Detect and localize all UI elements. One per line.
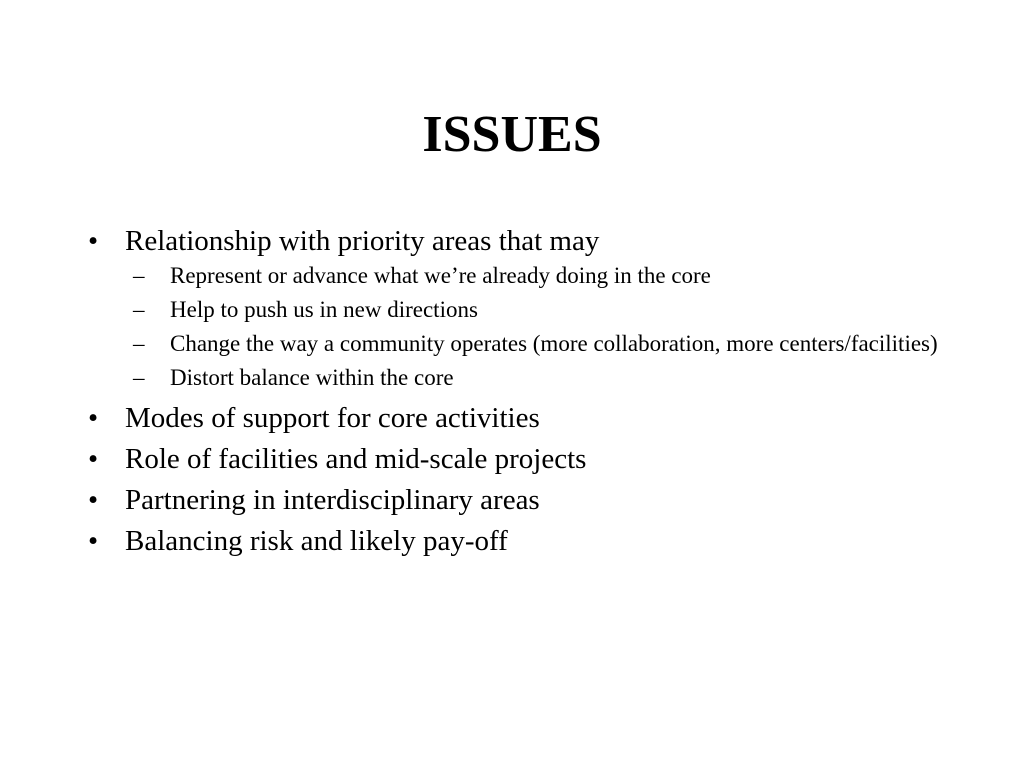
bullet-item [88,398,948,439]
bullet-marker: • [88,525,99,557]
bullet-text: Relationship with priority areas that may [125,225,600,257]
slide-title: ISSUES [422,106,602,163]
sub-bullet-marker: – [133,365,145,390]
sub-bullet-item [125,296,948,323]
sub-bullet-marker: – [133,297,145,322]
sub-bullet-item [125,330,948,357]
bullet-text: Role of facilities and mid-scale projects [125,443,587,475]
sub-bullet-text: Help to push us in new directions [170,297,478,322]
bullet-item [88,439,948,480]
sub-bullet-text: Distort balance within the core [170,365,454,390]
bullet-text: Partnering in interdisciplinary areas [125,484,540,516]
bullet-list [88,221,948,562]
bullet-item [88,221,948,391]
sub-bullet-text: Change the way a community operates (more collaboration, more centers/facilities) [170,331,938,356]
bullet-item [88,521,948,562]
bullet-text: Modes of support for core activities [125,402,540,434]
bullet-marker: • [88,443,99,475]
sub-bullet-item [125,364,948,391]
sub-bullet-marker: – [133,263,145,288]
sub-bullet-item [125,262,948,289]
sub-bullet-marker: – [133,331,145,356]
bullet-text: Balancing risk and likely pay-off [125,525,508,557]
bullet-marker: • [88,402,99,434]
bullet-item [88,480,948,521]
sub-bullet-list [125,262,948,391]
bullet-marker: • [88,484,99,516]
bullet-marker: • [88,225,99,257]
sub-bullet-text: Represent or advance what we’re already doing in the core [170,263,711,288]
